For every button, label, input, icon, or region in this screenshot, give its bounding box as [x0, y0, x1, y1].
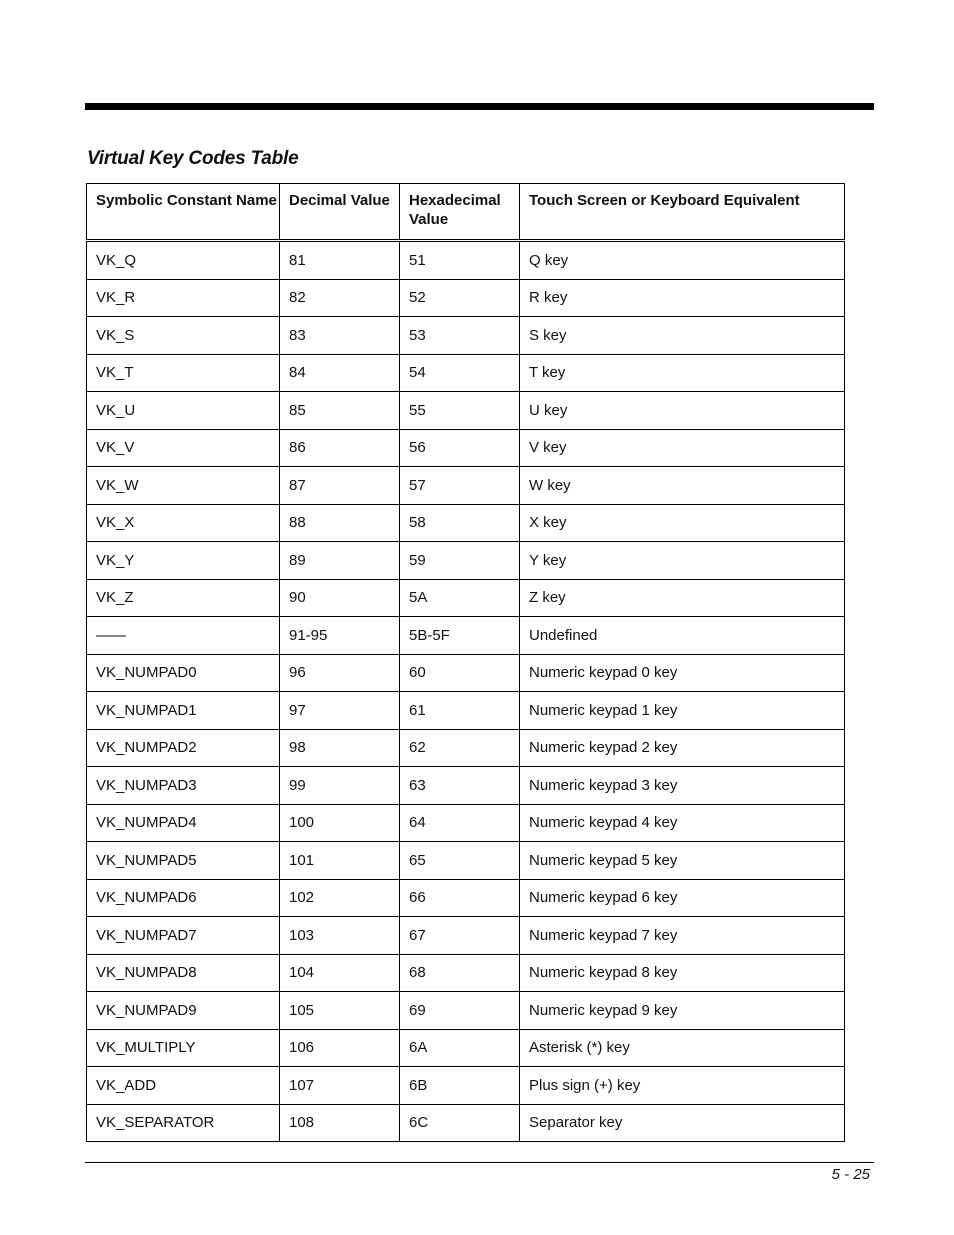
cell-symbolic-constant: —— [87, 617, 280, 655]
table-row [87, 542, 845, 580]
cell-keyboard-equivalent: Numeric keypad 6 key [520, 879, 845, 917]
cell-symbolic-constant: VK_S [87, 317, 280, 355]
header-hexadecimal-value: Hexadecimal Value [400, 184, 520, 241]
cell-symbolic-constant: VK_NUMPAD2 [87, 729, 280, 767]
table-row [87, 917, 845, 955]
cell-decimal-value: 88 [280, 504, 400, 542]
cell-keyboard-equivalent: Numeric keypad 5 key [520, 842, 845, 880]
cell-decimal-value: 82 [280, 279, 400, 317]
table-body [87, 241, 845, 1142]
cell-symbolic-constant: VK_NUMPAD1 [87, 692, 280, 730]
header-decimal-value: Decimal Value [280, 184, 400, 241]
cell-decimal-value: 91-95 [280, 617, 400, 655]
table-header-row [87, 184, 845, 241]
cell-decimal-value: 83 [280, 317, 400, 355]
cell-keyboard-equivalent: T key [520, 354, 845, 392]
cell-keyboard-equivalent: Numeric keypad 1 key [520, 692, 845, 730]
cell-keyboard-equivalent: Numeric keypad 0 key [520, 654, 845, 692]
cell-symbolic-constant: VK_Y [87, 542, 280, 580]
cell-hex-value: 5A [400, 579, 520, 617]
cell-decimal-value: 105 [280, 992, 400, 1030]
table-row [87, 654, 845, 692]
cell-decimal-value: 108 [280, 1104, 400, 1142]
cell-symbolic-constant: VK_T [87, 354, 280, 392]
cell-hex-value: 6B [400, 1067, 520, 1105]
cell-keyboard-equivalent: Numeric keypad 9 key [520, 992, 845, 1030]
header-keyboard-equivalent: Touch Screen or Keyboard Equivalent [520, 184, 845, 241]
cell-keyboard-equivalent: R key [520, 279, 845, 317]
cell-keyboard-equivalent: Z key [520, 579, 845, 617]
footer-rule [85, 1162, 874, 1163]
page-number: 5 - 25 [831, 1166, 870, 1183]
cell-symbolic-constant: VK_ADD [87, 1067, 280, 1105]
cell-decimal-value: 97 [280, 692, 400, 730]
cell-hex-value: 69 [400, 992, 520, 1030]
cell-decimal-value: 98 [280, 729, 400, 767]
table-row [87, 767, 845, 805]
cell-symbolic-constant: VK_Q [87, 241, 280, 280]
cell-decimal-value: 81 [280, 241, 400, 280]
cell-decimal-value: 102 [280, 879, 400, 917]
cell-hex-value: 67 [400, 917, 520, 955]
cell-symbolic-constant: VK_V [87, 429, 280, 467]
cell-keyboard-equivalent: Y key [520, 542, 845, 580]
cell-decimal-value: 100 [280, 804, 400, 842]
cell-decimal-value: 84 [280, 354, 400, 392]
cell-keyboard-equivalent: Numeric keypad 8 key [520, 954, 845, 992]
cell-symbolic-constant: VK_NUMPAD3 [87, 767, 280, 805]
cell-symbolic-constant: VK_NUMPAD8 [87, 954, 280, 992]
cell-symbolic-constant: VK_Z [87, 579, 280, 617]
table-row [87, 692, 845, 730]
cell-symbolic-constant: VK_NUMPAD4 [87, 804, 280, 842]
table-row [87, 1029, 845, 1067]
table-row [87, 241, 845, 280]
cell-hex-value: 68 [400, 954, 520, 992]
cell-hex-value: 62 [400, 729, 520, 767]
table-row [87, 729, 845, 767]
cell-keyboard-equivalent: Asterisk (*) key [520, 1029, 845, 1067]
cell-keyboard-equivalent: Plus sign (+) key [520, 1067, 845, 1105]
cell-keyboard-equivalent: Numeric keypad 3 key [520, 767, 845, 805]
cell-keyboard-equivalent: X key [520, 504, 845, 542]
cell-hex-value: 56 [400, 429, 520, 467]
cell-hex-value: 61 [400, 692, 520, 730]
table-row [87, 954, 845, 992]
cell-hex-value: 60 [400, 654, 520, 692]
cell-decimal-value: 101 [280, 842, 400, 880]
cell-symbolic-constant: VK_NUMPAD5 [87, 842, 280, 880]
table-row [87, 392, 845, 430]
cell-symbolic-constant: VK_W [87, 467, 280, 505]
table-row [87, 317, 845, 355]
cell-symbolic-constant: VK_X [87, 504, 280, 542]
cell-symbolic-constant: VK_R [87, 279, 280, 317]
table-row [87, 804, 845, 842]
cell-keyboard-equivalent: W key [520, 467, 845, 505]
cell-decimal-value: 104 [280, 954, 400, 992]
cell-decimal-value: 103 [280, 917, 400, 955]
cell-hex-value: 54 [400, 354, 520, 392]
cell-hex-value: 63 [400, 767, 520, 805]
table-row [87, 1104, 845, 1142]
cell-symbolic-constant: VK_NUMPAD0 [87, 654, 280, 692]
cell-decimal-value: 85 [280, 392, 400, 430]
cell-symbolic-constant: VK_MULTIPLY [87, 1029, 280, 1067]
table-row [87, 429, 845, 467]
table-row [87, 879, 845, 917]
cell-keyboard-equivalent: U key [520, 392, 845, 430]
cell-keyboard-equivalent: Numeric keypad 4 key [520, 804, 845, 842]
cell-hex-value: 6C [400, 1104, 520, 1142]
cell-decimal-value: 89 [280, 542, 400, 580]
table-row [87, 617, 845, 655]
section-title: Virtual Key Codes Table [87, 148, 299, 169]
table-row [87, 279, 845, 317]
cell-keyboard-equivalent: Numeric keypad 7 key [520, 917, 845, 955]
table-row [87, 467, 845, 505]
cell-hex-value: 55 [400, 392, 520, 430]
cell-hex-value: 57 [400, 467, 520, 505]
cell-decimal-value: 90 [280, 579, 400, 617]
table-row [87, 1067, 845, 1105]
cell-symbolic-constant: VK_SEPARATOR [87, 1104, 280, 1142]
cell-hex-value: 53 [400, 317, 520, 355]
cell-decimal-value: 99 [280, 767, 400, 805]
virtual-key-codes-table [86, 183, 845, 1142]
cell-symbolic-constant: VK_NUMPAD7 [87, 917, 280, 955]
cell-keyboard-equivalent: Undefined [520, 617, 845, 655]
table-row [87, 842, 845, 880]
cell-symbolic-constant: VK_NUMPAD9 [87, 992, 280, 1030]
cell-symbolic-constant: VK_NUMPAD6 [87, 879, 280, 917]
cell-keyboard-equivalent: Q key [520, 241, 845, 280]
cell-hex-value: 51 [400, 241, 520, 280]
header-symbolic-constant-name: Symbolic Constant Name [87, 184, 280, 241]
cell-hex-value: 66 [400, 879, 520, 917]
cell-keyboard-equivalent: S key [520, 317, 845, 355]
table-row [87, 579, 845, 617]
cell-symbolic-constant: VK_U [87, 392, 280, 430]
cell-keyboard-equivalent: Numeric keypad 2 key [520, 729, 845, 767]
cell-hex-value: 59 [400, 542, 520, 580]
cell-hex-value: 6A [400, 1029, 520, 1067]
cell-decimal-value: 96 [280, 654, 400, 692]
cell-decimal-value: 107 [280, 1067, 400, 1105]
cell-hex-value: 65 [400, 842, 520, 880]
table-row [87, 504, 845, 542]
cell-keyboard-equivalent: V key [520, 429, 845, 467]
cell-hex-value: 52 [400, 279, 520, 317]
table-row [87, 354, 845, 392]
table-row [87, 992, 845, 1030]
cell-decimal-value: 106 [280, 1029, 400, 1067]
cell-hex-value: 5B-5F [400, 617, 520, 655]
header-rule [85, 103, 874, 110]
cell-keyboard-equivalent: Separator key [520, 1104, 845, 1142]
cell-decimal-value: 86 [280, 429, 400, 467]
cell-hex-value: 64 [400, 804, 520, 842]
cell-hex-value: 58 [400, 504, 520, 542]
cell-decimal-value: 87 [280, 467, 400, 505]
